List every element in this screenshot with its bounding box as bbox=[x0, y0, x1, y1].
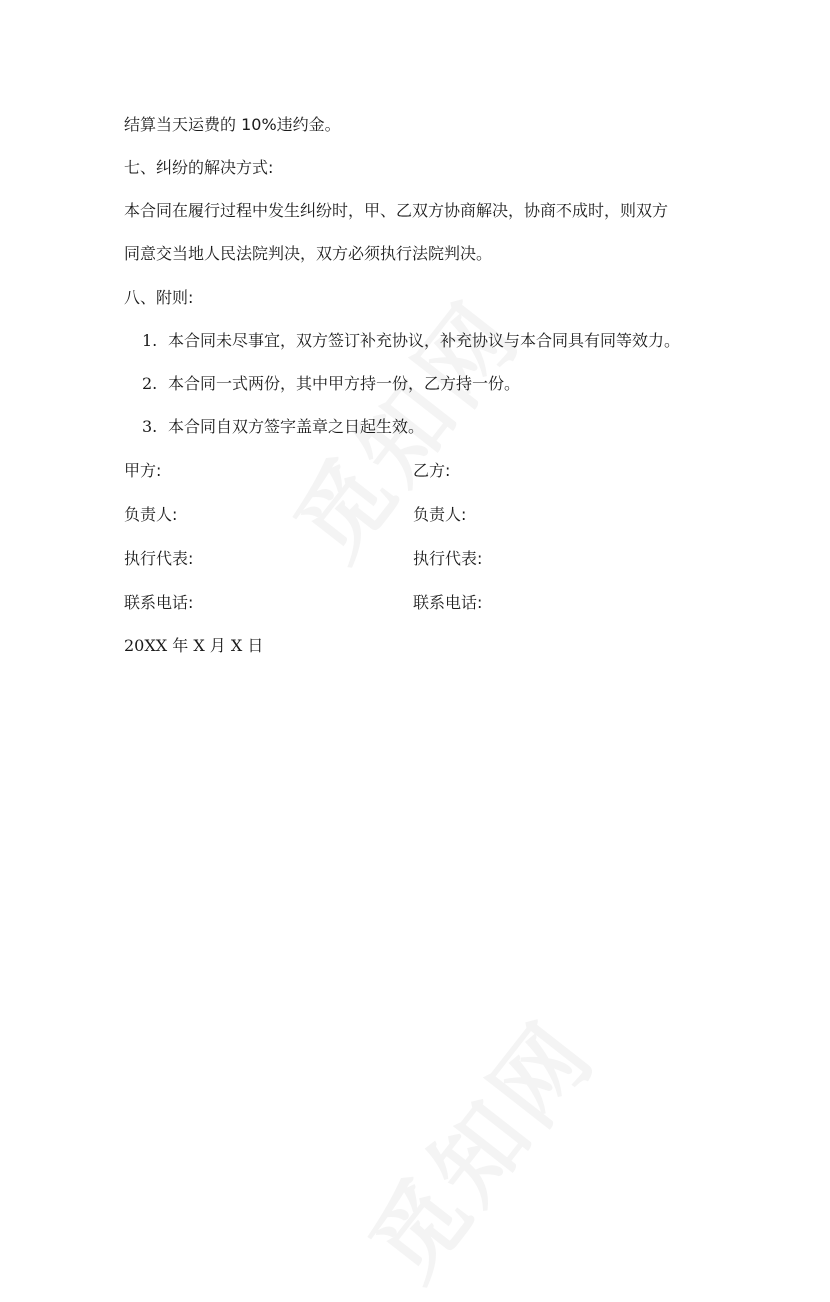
watermark bbox=[334, 990, 619, 1302]
party-a-person-in-charge: 负责人: bbox=[124, 505, 178, 524]
appendix-item bbox=[142, 330, 680, 352]
party-a-representative: 执行代表: bbox=[124, 549, 194, 568]
appendix-item-text: 本合同自双方签字盖章之日起生效。 bbox=[168, 417, 425, 436]
signing-date: 20XX 年 X 月 X 日 bbox=[124, 636, 264, 655]
section-8-heading: 八、附则: bbox=[124, 288, 194, 307]
party-b-label: 乙方: bbox=[413, 461, 451, 480]
appendix-item-text: 本合同一式两份，其中甲方持一份，乙方持一份。 bbox=[168, 374, 521, 393]
section-7-paragraph-line-1: 本合同在履行过程中发生纠纷时，甲、乙双方协商解决，协商不成时，则双方 bbox=[124, 201, 669, 220]
party-b-representative: 执行代表: bbox=[413, 549, 483, 568]
appendix-item-number: 1. bbox=[142, 331, 158, 350]
settlement-penalty-line: 结算当天运费的 10%违约金。 bbox=[124, 115, 341, 134]
section-7-heading: 七、纠纷的解决方式: bbox=[124, 158, 274, 177]
appendix-item-number: 2. bbox=[142, 374, 158, 393]
party-b-phone: 联系电话: bbox=[413, 593, 483, 612]
party-a-phone: 联系电话: bbox=[124, 593, 194, 612]
appendix-item-number: 3. bbox=[142, 417, 158, 436]
party-a-label: 甲方: bbox=[124, 461, 162, 480]
section-7-paragraph-line-2: 同意交当地人民法院判决，双方必须执行法院判决。 bbox=[124, 244, 493, 263]
appendix-item bbox=[142, 373, 520, 395]
appendix-item-text: 本合同未尽事宜，双方签订补充协议，补充协议与本合同具有同等效力。 bbox=[168, 331, 681, 350]
party-b-person-in-charge: 负责人: bbox=[413, 505, 467, 524]
appendix-item bbox=[142, 416, 424, 438]
